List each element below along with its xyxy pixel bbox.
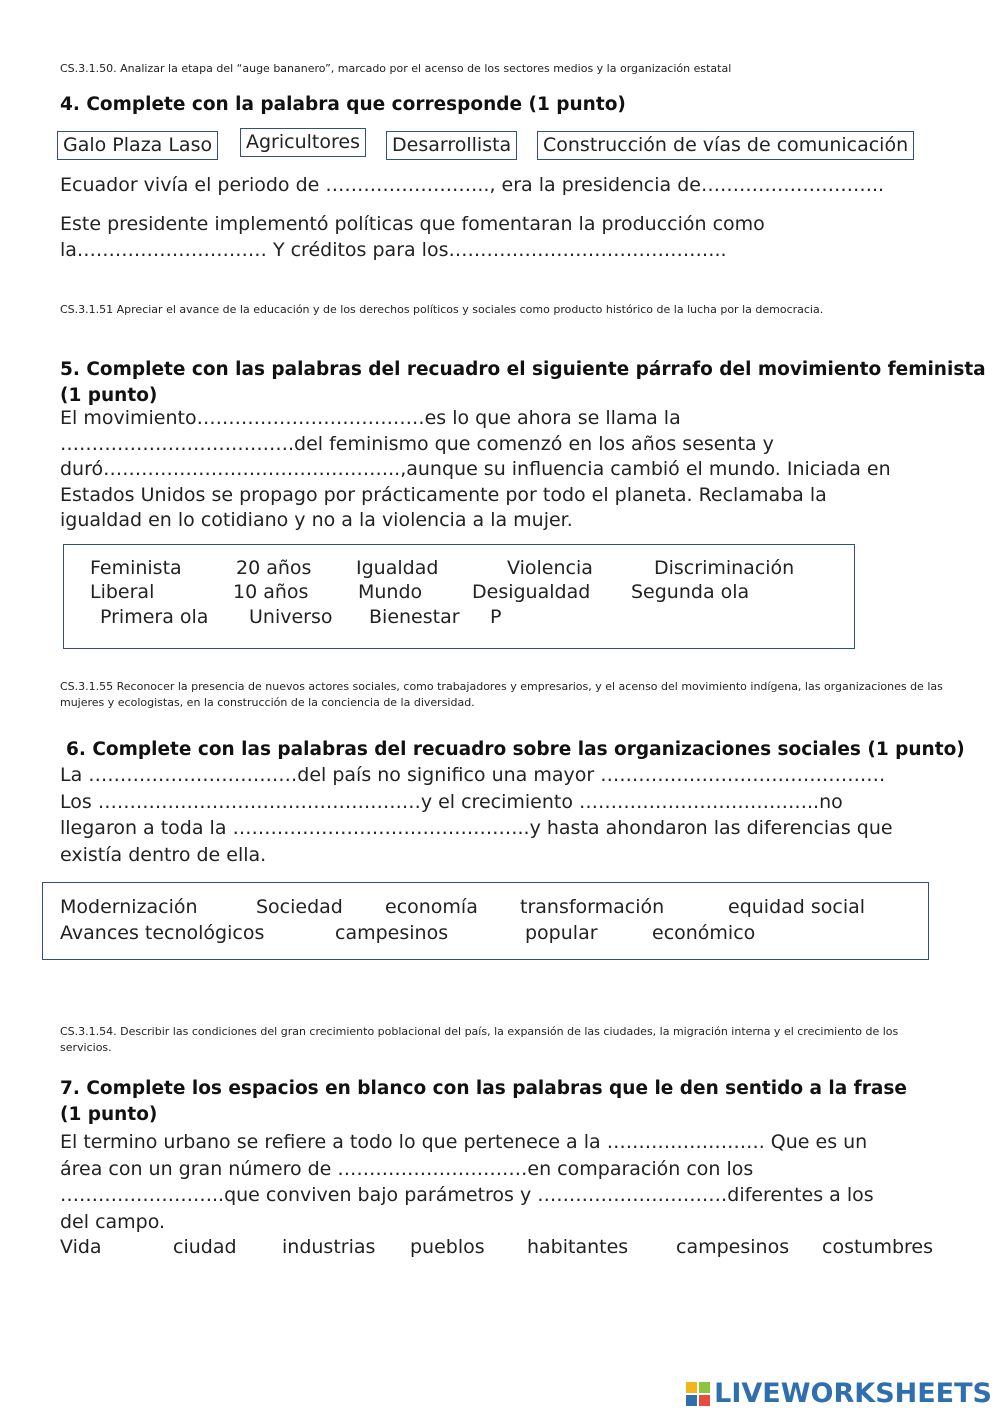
- standard-4: CS.3.1.50. Analizar la etapa del “auge bananero”, marcado por el acenso de los sectores medios y la organización estatal: [60, 62, 732, 75]
- word-bank-item: Avances tecnológicos: [60, 922, 265, 944]
- question-4-title: 4. Complete con la palabra que corresponde (1 punto): [60, 94, 626, 115]
- paragraph-line: Estados Unidos se propago por prácticamente por todo el planeta. Reclamaba la: [60, 483, 827, 506]
- word-list-item: costumbres: [822, 1236, 934, 1258]
- word-list-item: pueblos: [410, 1236, 485, 1258]
- question-6-title: 6. Complete con las palabras del recuadro sobre las organizaciones sociales (1 punto): [66, 739, 965, 760]
- question-5-title: 5. Complete con las palabras del recuadro el siguiente párrafo del movimiento feminista: [60, 359, 986, 380]
- word-bank-item: Liberal: [90, 581, 155, 603]
- question-4-line-2: Este presidente implementó políticas que fomentaran la producción como: [60, 213, 765, 235]
- paragraph-line: llegaron a toda la ………………………………………..y hasta ahondaron las diferencias que: [60, 817, 893, 839]
- paragraph-line: ……………………………….del feminismo que comenzó en los años sesenta y: [60, 432, 774, 455]
- word-list-item: habitantes: [527, 1236, 629, 1258]
- word-bank-item: campesinos: [335, 922, 449, 944]
- word-bank-item: Modernización: [60, 896, 198, 918]
- option-desarrollista[interactable]: Desarrollista: [386, 131, 517, 160]
- word-bank-item: Sociedad: [256, 896, 343, 918]
- question-5-paragraph: [60, 406, 891, 534]
- standard-5: CS.3.1.51 Apreciar el avance de la educación y de los derechos políticos y sociales como producto histórico de la lucha por la democracia.: [60, 303, 824, 316]
- paragraph-line: igualdad en lo cotidiano y no a la violencia a la mujer.: [60, 509, 573, 531]
- word-bank-item: Segunda ola: [631, 581, 750, 603]
- word-bank-item: Discriminación: [654, 557, 795, 579]
- paragraph-line: Los ……………………………………………y el crecimiento ………………………………..no: [60, 790, 843, 813]
- option-construccion[interactable]: Construcción de vías de comunicación: [537, 131, 914, 160]
- word-bank-item: económico: [652, 922, 756, 944]
- question-4-line-1: Ecuador vivía el periodo de …………………….., era la presidencia de………………………..: [60, 174, 885, 196]
- logo-square: [686, 1395, 697, 1406]
- logo-square: [686, 1382, 697, 1393]
- word-bank-item: Desigualdad: [472, 581, 591, 603]
- word-list-item: campesinos: [676, 1236, 790, 1258]
- logo-brand-text: LIVEWORKSHEETS: [714, 1378, 992, 1409]
- question-6-paragraph: [60, 762, 893, 868]
- word-list-item: industrias: [282, 1236, 376, 1258]
- word-bank-item: economía: [385, 896, 478, 918]
- question-7-paragraph: [60, 1129, 874, 1235]
- option-galo-plaza[interactable]: Galo Plaza Laso: [57, 131, 218, 160]
- word-bank-item: P: [490, 606, 502, 628]
- paragraph-line: área con un gran número de …………………………en comparación con los: [60, 1157, 754, 1180]
- paragraph-line: existía dentro de ella.: [60, 843, 267, 866]
- word-bank-item: Feminista: [90, 557, 182, 579]
- paragraph-line: El movimiento………………………………es lo que ahora se llama la: [60, 407, 681, 429]
- word-bank-item: 20 años: [236, 557, 312, 579]
- word-bank-item: transformación: [520, 896, 665, 918]
- standard-6: CS.3.1.55 Reconocer la presencia de nuevos actores sociales, como trabajadores y empresarios, y el acenso del movimiento indígena, las organizaciones de las mujeres y ecologistas, en la construcción de la conciencia de la diversidad.: [60, 680, 943, 709]
- word-bank-item: Violencia: [507, 557, 593, 579]
- word-bank-item: equidad social: [728, 896, 866, 918]
- logo-square: [699, 1395, 710, 1406]
- paragraph-line: La ……………………………del país no significo una mayor ………………………………………: [60, 764, 886, 786]
- word-bank-item: Universo: [249, 606, 333, 628]
- word-bank-item: Bienestar: [369, 606, 460, 628]
- logo-square: [699, 1382, 710, 1393]
- question-5-title-2: (1 punto): [60, 385, 158, 406]
- paragraph-line: ……………………..que conviven bajo parámetros y …………………………diferentes a los: [60, 1184, 874, 1206]
- word-bank-item: Igualdad: [356, 557, 439, 579]
- paragraph-line: del campo.: [60, 1210, 166, 1233]
- word-list-item: ciudad: [173, 1236, 237, 1258]
- question-7-title-2: (1 punto): [60, 1104, 158, 1125]
- word-bank-item: Primera ola: [100, 606, 209, 628]
- word-bank-item: popular: [525, 922, 598, 944]
- paragraph-line: El termino urbano se refiere a todo lo que pertenece a la ……………………. Que es un: [60, 1131, 868, 1153]
- word-bank-item: Mundo: [358, 581, 423, 603]
- word-list-item: Vida: [60, 1236, 102, 1258]
- word-bank-6: [42, 882, 929, 960]
- question-4-line-3: la………………………… Y créditos para los……………………………………..: [60, 239, 727, 261]
- logo-squares-icon: [686, 1382, 710, 1406]
- liveworksheets-logo: [686, 1378, 992, 1409]
- standard-7: CS.3.1.54. Describir las condiciones del gran crecimiento poblacional del país, la expansión de las ciudades, la migración interna y el crecimiento de los servicios.: [60, 1025, 899, 1054]
- option-agricultores[interactable]: Agricultores: [240, 128, 366, 157]
- paragraph-line: duró………………………………………..,aunque su influencia cambió el mundo. Iniciada en: [60, 458, 891, 480]
- word-bank-item: 10 años: [233, 581, 309, 603]
- question-7-title: 7. Complete los espacios en blanco con las palabras que le den sentido a la frase: [60, 1078, 907, 1099]
